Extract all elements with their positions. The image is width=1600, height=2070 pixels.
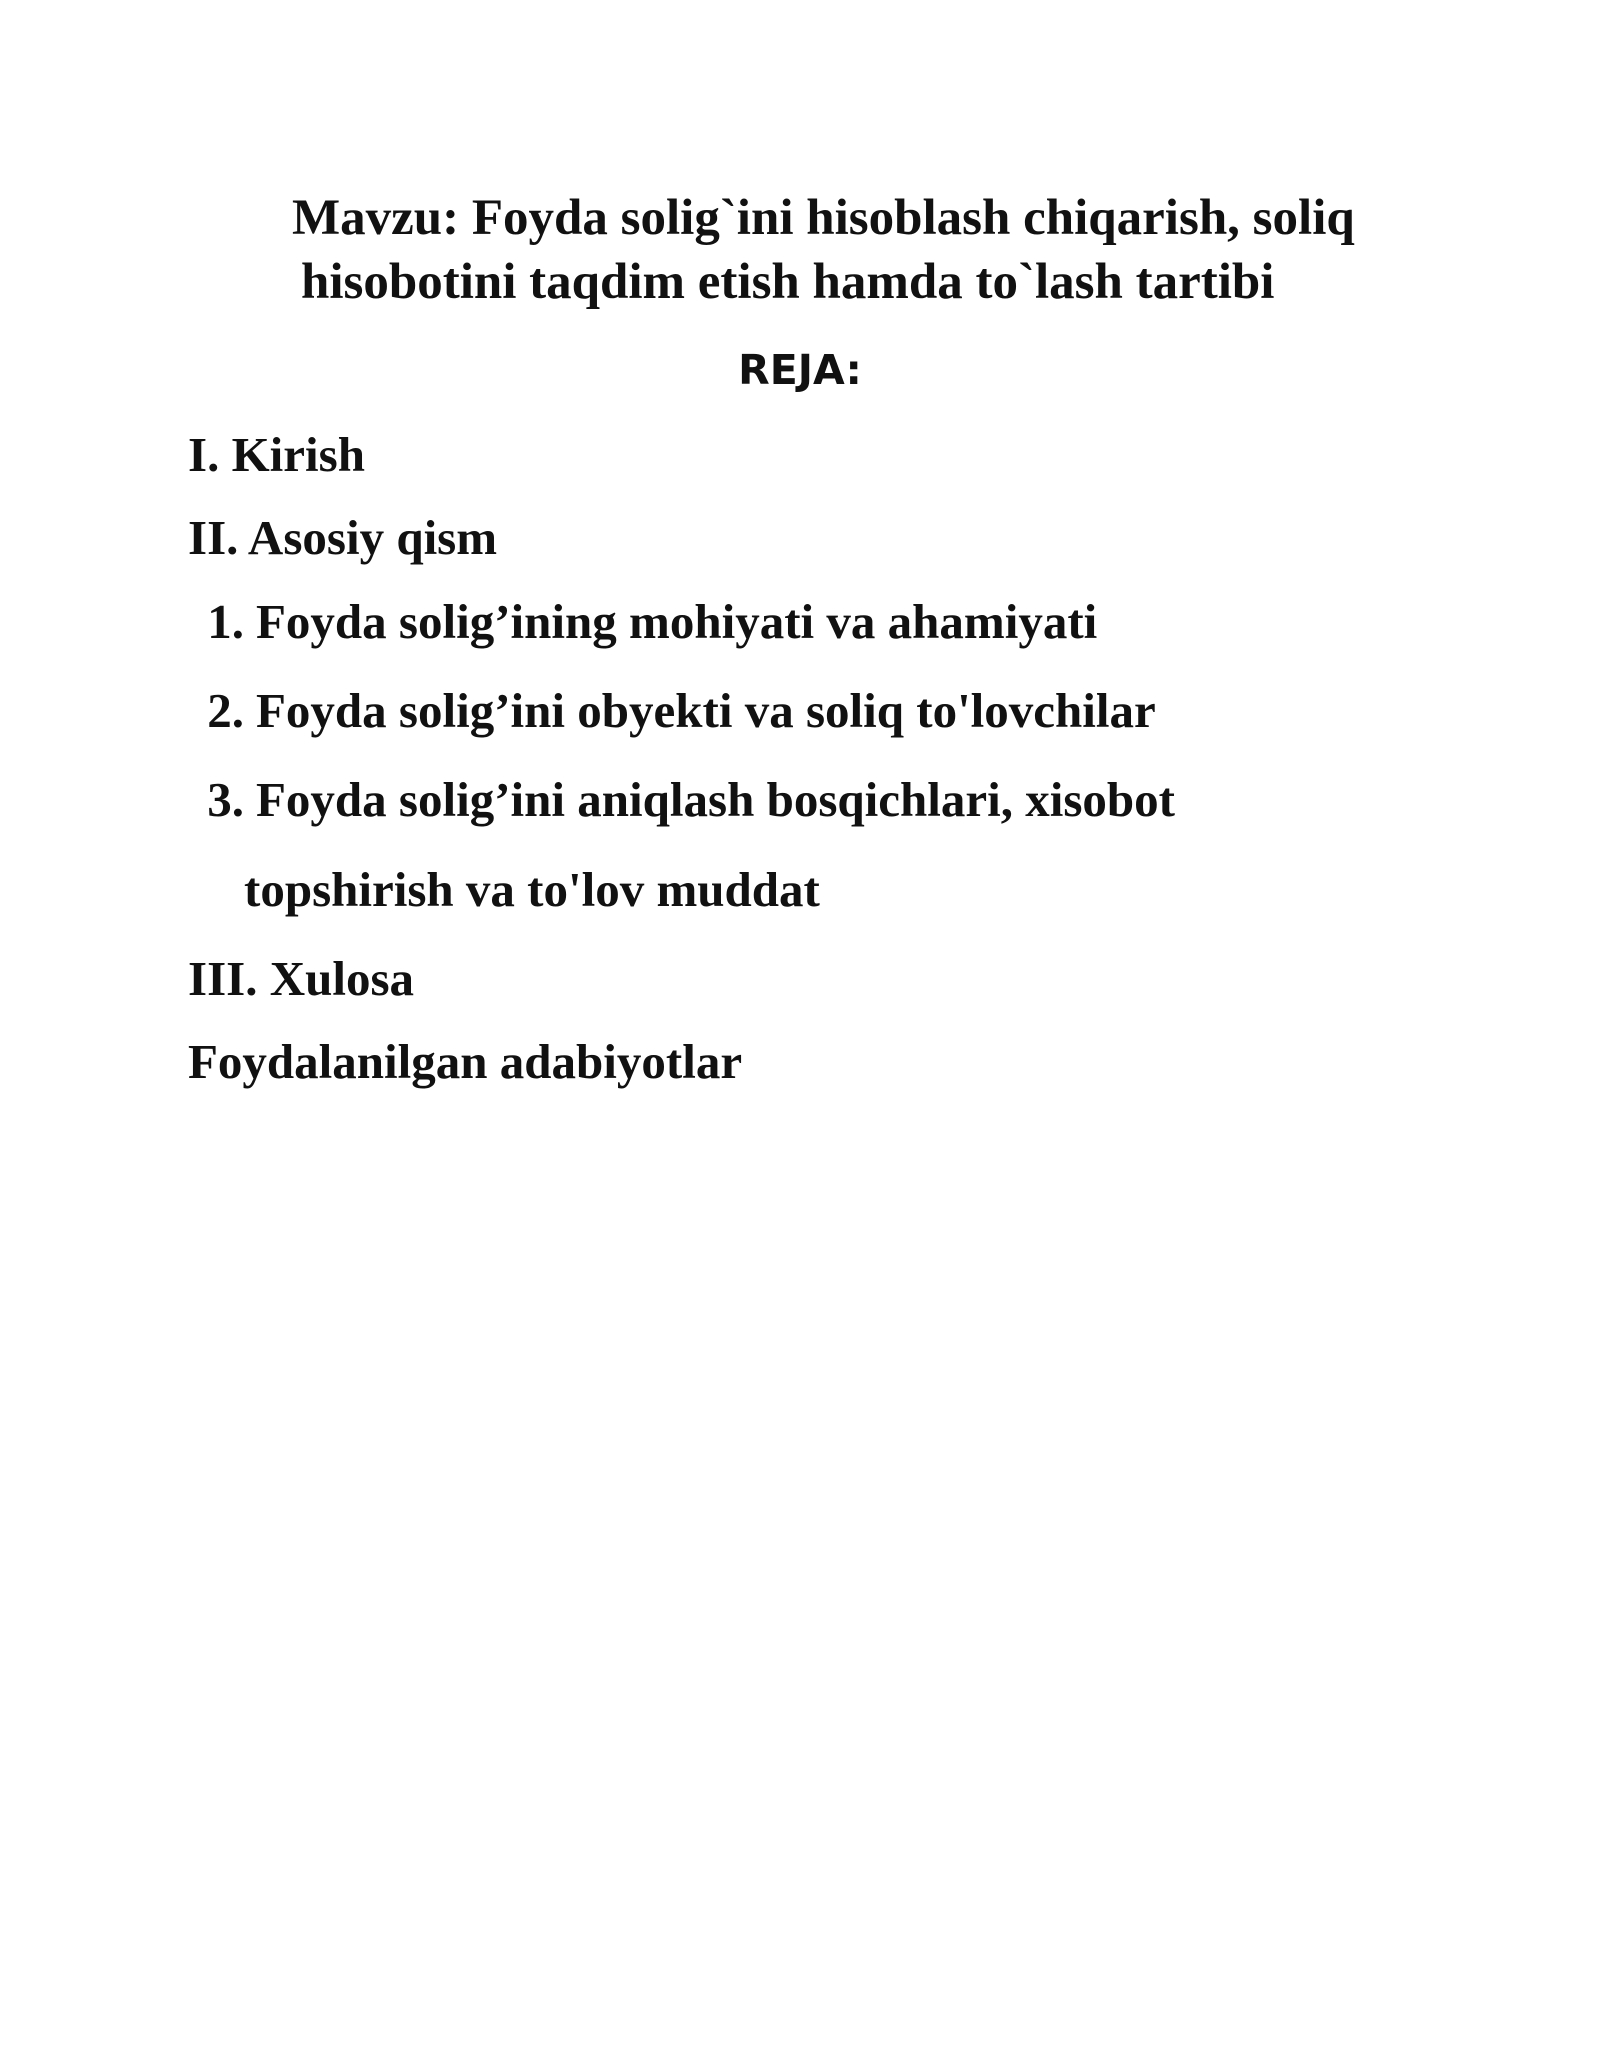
plan-item-main: II. Asosiy qism bbox=[188, 510, 498, 565]
subitem-text: Foyda solig’ining mohiyati va ahamiyati bbox=[256, 594, 1098, 649]
subitem-number: 2. bbox=[207, 683, 244, 738]
title-line: hisobotini taqdim etish hamda to`lash tartibi bbox=[301, 254, 1275, 310]
title-line: Mavzu: Foyda solig`ini hisoblash chiqarish, soliq bbox=[292, 190, 1355, 246]
plan-item-intro: I. Kirish bbox=[188, 427, 365, 482]
subitem-text: Foyda solig’ini obyekti va soliq to'lovchilar bbox=[256, 683, 1156, 738]
plan-subitem-continuation: topshirish va to'lov muddat bbox=[244, 862, 820, 917]
plan-heading: REJA: bbox=[738, 346, 862, 394]
plan-subitem bbox=[196, 770, 1175, 830]
plan-subitem bbox=[196, 592, 1097, 652]
subitem-text: Foyda solig’ini aniqlash bosqichlari, xisobot bbox=[256, 772, 1175, 827]
plan-subitem bbox=[196, 681, 1156, 741]
plan-item-references: Foydalanilgan adabiyotlar bbox=[188, 1034, 743, 1089]
plan-item-conclusion: III. Xulosa bbox=[188, 951, 415, 1006]
subitem-number: 1. bbox=[207, 594, 244, 649]
subitem-number: 3. bbox=[207, 772, 244, 827]
